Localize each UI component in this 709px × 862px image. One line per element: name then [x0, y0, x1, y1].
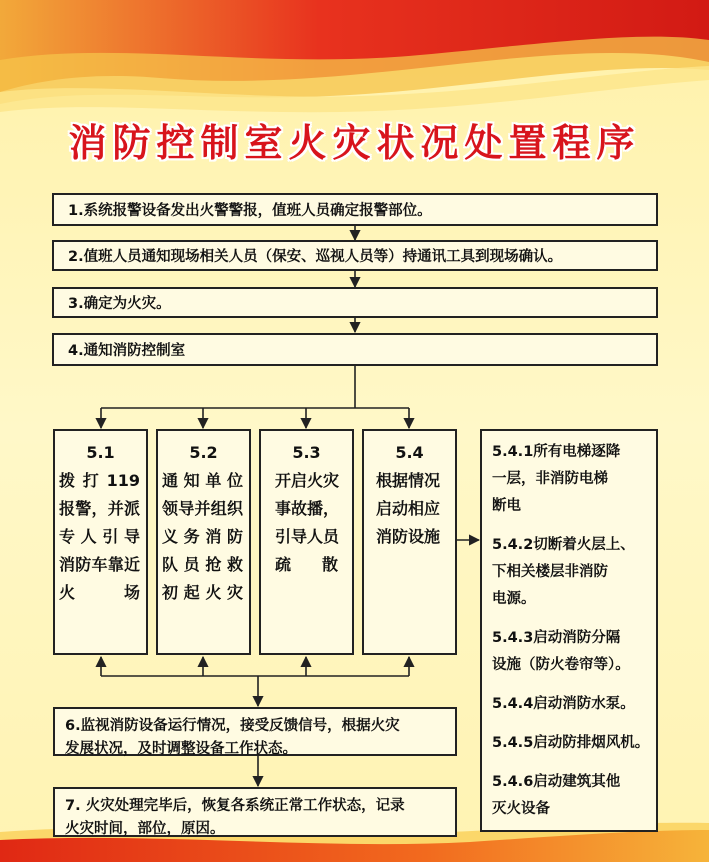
branch-number: 5.2 — [189, 443, 218, 462]
step-3-text: 3.确定为火灾。 — [68, 296, 171, 312]
branch-5-1-box — [53, 429, 148, 655]
step-7-line: 火灾时间，部位，原因。 — [65, 821, 225, 837]
branch-line: 火 场 — [59, 583, 140, 602]
branch-line: 义务消防 — [162, 527, 243, 546]
sub-action-line: 断电 — [492, 498, 521, 514]
branch-line: 启动相应 — [376, 499, 441, 518]
step-1-text: 1.系统报警设备发出火警警报，值班人员确定报警部位。 — [68, 203, 432, 219]
sub-action-5-4-3 — [492, 625, 650, 679]
sub-action-5-4-2 — [492, 532, 650, 613]
sub-action-line: 5.4.3启动消防分隔 — [492, 630, 621, 646]
sub-action-line: 5.4.1所有电梯逐降 — [492, 444, 621, 460]
sub-action-line: 一层，非消防电梯 — [492, 471, 608, 487]
branch-5-2-box — [156, 429, 251, 655]
branch-line: 报警，并派 — [59, 499, 140, 518]
branch-line: 引导人员 — [275, 527, 340, 546]
branch-line: 队员抢救 — [162, 555, 243, 574]
branch-line: 消防设施 — [376, 527, 441, 546]
step-7-line: 7. 火灾处理完毕后，恢复各系统正常工作状态，记录 — [65, 798, 405, 814]
step-3-box — [52, 287, 658, 318]
branch-line: 初起火灾 — [162, 583, 243, 602]
step-1-box — [52, 193, 658, 226]
sub-action-5-4-4 — [492, 691, 650, 718]
branch-line: 消防车靠近 — [59, 555, 140, 574]
sub-action-5-4-1 — [492, 439, 650, 520]
poster-title: 消防控制室火灾状况处置程序 — [68, 120, 641, 165]
branch-number: 5.4 — [395, 443, 424, 462]
step-7-box — [53, 787, 457, 837]
sub-action-line: 5.4.2切断着火层上、 — [492, 537, 635, 553]
sub-action-5-4-6 — [492, 769, 650, 823]
sub-action-line: 设施（防火卷帘等）。 — [492, 657, 630, 673]
step-4-text: 4.通知消防控制室 — [68, 343, 186, 359]
branch-5-4-box — [362, 429, 457, 655]
step-4-box — [52, 333, 658, 366]
step-6-line: 6.监视消防设备运行情况，接受反馈信号，根据火灾 — [65, 718, 400, 734]
sub-action-line: 5.4.4启动消防水泵。 — [492, 696, 635, 712]
step-6-box — [53, 707, 457, 756]
branch-line: 拨 打 119 — [59, 471, 140, 490]
branch-5-3-box — [259, 429, 354, 655]
step-6-line: 发展状况，及时调整设备工作状态。 — [65, 741, 297, 757]
sub-action-5-4-5 — [492, 730, 650, 757]
branch-line: 专人引导 — [59, 527, 140, 546]
branch-line: 事故播， — [275, 499, 340, 518]
branch-line: 开启火灾 — [275, 471, 340, 490]
sub-action-line: 5.4.6启动建筑其他 — [492, 774, 621, 790]
sub-actions-box — [480, 429, 658, 832]
branch-number: 5.3 — [292, 443, 321, 462]
sub-action-line: 5.4.5启动防排烟风机。 — [492, 735, 650, 751]
sub-action-line: 下相关楼层非消防 — [492, 564, 608, 580]
step-2-box — [52, 240, 658, 271]
branch-number: 5.1 — [86, 443, 115, 462]
branch-line: 通知单位 — [162, 471, 243, 490]
branch-line: 疏 散 — [275, 555, 338, 574]
sub-action-line: 灭火设备 — [492, 801, 550, 817]
sub-action-line: 电源。 — [492, 591, 536, 607]
branch-line: 根据情况 — [376, 471, 441, 490]
step-2-text: 2.值班人员通知现场相关人员（保安、巡视人员等）持通讯工具到现场确认。 — [68, 249, 563, 265]
branch-line: 领导并组织 — [162, 499, 243, 518]
